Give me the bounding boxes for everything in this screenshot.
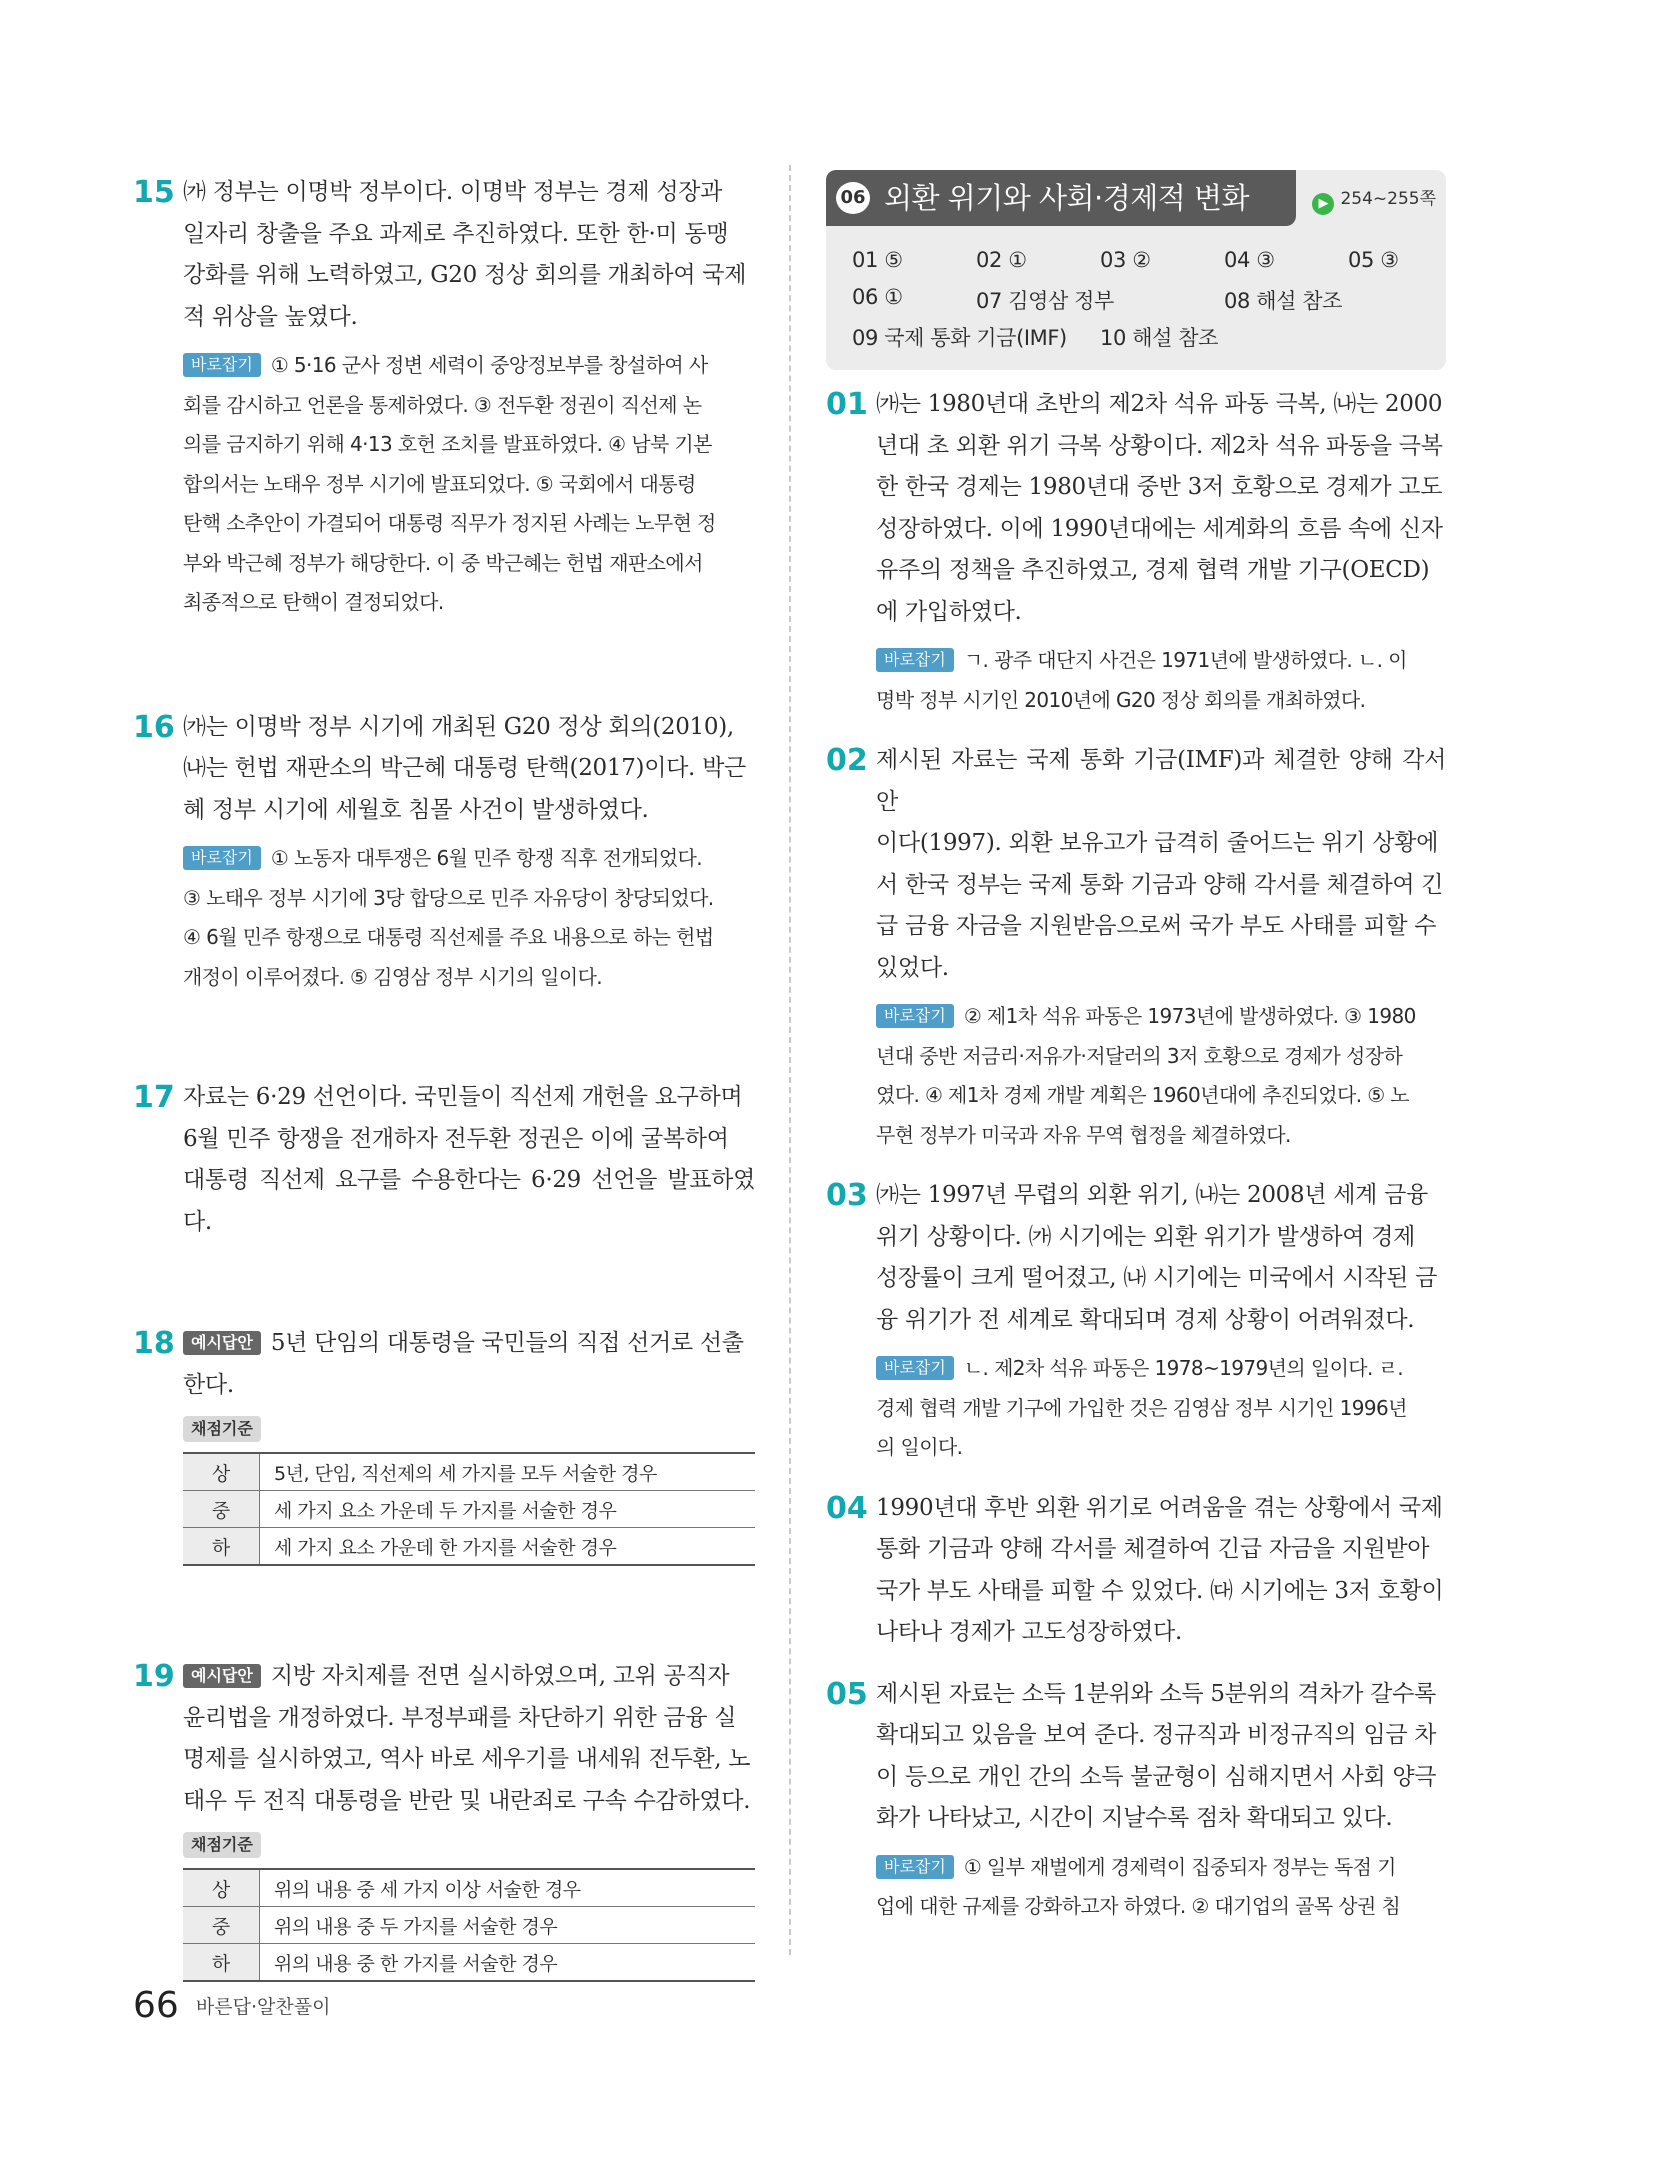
book-section-title: 바른답·알찬풀이 (195, 1996, 331, 2018)
correction-note: 바로잡기 ① 노동자 대투쟁은 6월 민주 항쟁 직후 전개되었다. ③ 노태우 정부 시기에 3당 합당으로 민주 자유당이 창당되었다. ④ 6월 민주 항쟁으로 대통령 직선제를 주요 내용으로 하는 헌법 개정이 이루어졌다. ⑤ 김영삼 정부 시기의 일이다. (183, 846, 714, 989)
question-16 (133, 707, 755, 998)
question-number: 02 (826, 743, 868, 778)
table-row (183, 1907, 755, 1944)
table-row (183, 1491, 755, 1528)
section-title: 외환 위기와 사회·경제적 변화 (884, 181, 1250, 215)
correction-badge: 바로잡기 (183, 353, 261, 377)
answer-item: 02 ① (976, 248, 1027, 272)
grading-criteria-table (183, 1452, 755, 1566)
question-number: 19 (133, 1659, 175, 1694)
question-number: 01 (826, 387, 868, 422)
correction-note: 바로잡기 ① 5·16 군사 정변 세력이 중앙정보부를 창설하여 사 회를 감시하고 언론을 통제하였다. ③ 전두환 정권이 직선제 논 의를 금지하기 위해 4·13 호헌 조치를 발표하였다. ④ 남북 기본 합의서는 노태우 정부 시기에 발표되었다. ⑤ 국회에서 대통령 탄핵 소추안이 가결되어 대통령 직무가 정지된 사례는 노무현 정 부와 박근혜 정부가 해당한다. 이 중 박근혜는 헌법 재판소에서 최종적으로 탄핵이 결정되었다. (183, 353, 716, 614)
grading-criteria-label: 채점기준 (183, 1832, 261, 1858)
criteria-level: 중 (183, 1491, 260, 1528)
correction-badge: 바로잡기 (183, 846, 261, 870)
page-footer (133, 1985, 330, 2026)
question-01 (826, 384, 1446, 720)
grading-criteria-label: 채점기준 (183, 1416, 261, 1442)
explanation-text: 제시된 자료는 소득 1분위와 소득 5분위의 격차가 갈수록 확대되고 있음을 보여 준다. 정규직과 비정규직의 임금 차 이 등으로 개인 간의 소득 불균형이 심해지면서 사회 양극 화가 나타났고, 시간이 지날수록 점차 확대되고 있다. (876, 1680, 1437, 1831)
grading-criteria-table (183, 1868, 755, 1982)
answer-item: 07 김영삼 정부 (976, 289, 1114, 313)
correction-badge: 바로잡기 (876, 1004, 954, 1028)
model-answer-text: 예시답안 지방 자치제를 전면 실시하였으며, 고위 공직자 윤리법을 개정하였다. 부정부패를 차단하기 위한 금융 실 명제를 실시하였고, 역사 바로 세우기를 내세워 전두환, 노 태우 두 전직 대통령을 반란 및 내란죄로 구속 수감하였다. (183, 1663, 751, 1814)
answer-item: 08 해설 참조 (1224, 289, 1343, 313)
criteria-text: 위의 내용 중 한 가지를 서술한 경우 (260, 1944, 756, 1982)
section-header (826, 170, 1296, 226)
answer-item: 01 ⑤ (852, 248, 903, 272)
answer-item: 03 ② (1100, 248, 1151, 272)
answer-item: 05 ③ (1348, 248, 1399, 272)
answer-item: 10 해설 참조 (1100, 326, 1219, 350)
correction-badge: 바로잡기 (876, 648, 954, 672)
explanation-text: 1990년대 후반 외환 위기로 어려움을 겪는 상황에서 국제 통화 기금과 양해 각서를 체결하여 긴급 자금을 지원받아 국가 부도 사태를 피할 수 있었다. ㈐ 시기에는 3저 호황이 나타나 경제가 고도성장하였다. (876, 1494, 1444, 1645)
left-column (133, 160, 755, 1982)
question-05 (826, 1674, 1446, 1927)
correction-note: 바로잡기 ② 제1차 석유 파동은 1973년에 발생하였다. ③ 1980 년대 중반 저금리·저유가·저달러의 3저 호황으로 경제가 성장하 였다. ④ 제1차 경제 개발 계획은 1960년대에 추진되었다. ⑤ 노 무현 정부가 미국과 자유 무역 협정을 체결하였다. (876, 1004, 1416, 1147)
question-number: 18 (133, 1326, 175, 1361)
explanation-text: 자료는 6·29 선언이다. 국민들이 직선제 개헌을 요구하며 6월 민주 항쟁을 전개하자 전두환 정권은 이에 굴복하여 대통령 직선제 요구를 수용한다는 6·29 선언을 발표하였다. (183, 1084, 755, 1235)
criteria-text: 5년, 단임, 직선제의 세 가지를 모두 서술한 경우 (274, 1462, 657, 1485)
question-number: 17 (133, 1080, 175, 1115)
question-18 (133, 1323, 755, 1566)
section-number: 06 (836, 182, 870, 214)
table-row (183, 1453, 755, 1491)
table-row (183, 1869, 755, 1907)
correction-note: 바로잡기 ① 일부 재벌에게 경제력이 집중되자 정부는 독점 기 업에 대한 규제를 강화하고자 하였다. ② 대기업의 골목 상권 침 (876, 1854, 1401, 1918)
criteria-text: 위의 내용 중 두 가지를 서술한 경우 (260, 1907, 756, 1944)
section-answer-box (826, 170, 1446, 370)
answer-item: 09 국제 통화 기금(IMF) (852, 326, 1067, 350)
criteria-level: 상 (183, 1869, 260, 1907)
right-column (826, 160, 1446, 1927)
column-divider (789, 165, 791, 1955)
question-number: 15 (133, 175, 175, 210)
correction-badge: 바로잡기 (876, 1855, 954, 1879)
criteria-text: 위의 내용 중 세 가지 이상 서술한 경우 (274, 1878, 581, 1901)
table-row (183, 1528, 755, 1566)
question-04 (826, 1488, 1446, 1654)
question-17 (133, 1077, 755, 1243)
criteria-level: 상 (183, 1453, 260, 1491)
model-answer-badge: 예시답안 (183, 1664, 261, 1688)
criteria-text: 세 가지 요소 가운데 두 가지를 서술한 경우 (260, 1491, 756, 1528)
model-answer-text: 예시답안 5년 단임의 대통령을 국민들의 직접 선거로 선출 한다. (183, 1330, 744, 1398)
arrow-right-icon: ▶ (1312, 193, 1334, 215)
question-number: 16 (133, 709, 175, 745)
explanation-text: 제시된 자료는 국제 통화 기금(IMF)과 체결한 양해 각서안 이다(1997). 외환 보유고가 급격히 줄어드는 위기 상황에 서 한국 정부는 국제 통화 기금과 양해 각서를 체결하여 긴 급 금융 자금을 지원받음으로써 국가 부도 사태를 피할 수 있었다. (876, 747, 1446, 981)
criteria-level: 중 (183, 1907, 260, 1944)
correction-note: 바로잡기 ㄴ. 제2차 석유 파동은 1978~1979년의 일이다. ㄹ. 경제 협력 개발 기구에 가입한 것은 김영삼 정부 시기인 1996년 의 일이다. (876, 1356, 1407, 1459)
question-number: 03 (826, 1178, 868, 1213)
explanation-text: ㈎는 1980년대 초반의 제2차 석유 파동 극복, ㈏는 2000 년대 초 외환 위기 극복 상황이다. 제2차 석유 파동을 극복 한 한국 경제는 1980년대 중반 3저 호황으로 경제가 고도 성장하였다. 이에 1990년대에는 세계화의 흐름 속에 신자 유주의 정책을 추진하였고, 경제 협력 개발 기구(OECD) 에 가입하였다. (876, 391, 1443, 625)
question-02 (826, 740, 1446, 1155)
explanation-text: ㈎는 이명박 정부 시기에 개최된 G20 정상 회의(2010), ㈏는 헌법 재판소의 박근혜 대통령 탄핵(2017)이다. 박근 혜 정부 시기에 세월호 침몰 사건이 발생하였다. (183, 713, 746, 823)
table-row (183, 1944, 755, 1982)
explanation-text: ㈎는 1997년 무렵의 외환 위기, ㈏는 2008년 세계 금융 위기 상황이다. ㈎ 시기에는 외환 위기가 발생하여 경제 성장률이 크게 떨어졌고, ㈏ 시기에는 미국에서 시작된 금 융 위기가 전 세계로 확대되며 경제 상황이 어려워졌다. (876, 1182, 1437, 1333)
answer-item: 04 ③ (1224, 248, 1275, 272)
question-15 (133, 172, 755, 623)
question-number: 04 (826, 1490, 868, 1526)
criteria-text: 세 가지 요소 가운데 한 가지를 서술한 경우 (260, 1528, 756, 1566)
question-19 (133, 1656, 755, 1982)
question-03 (826, 1175, 1446, 1468)
correction-badge: 바로잡기 (876, 1356, 954, 1380)
criteria-level: 하 (183, 1944, 260, 1982)
correction-note: 바로잡기 ㄱ. 광주 대단지 사건은 1971년에 발생하였다. ㄴ. 이 명박 정부 시기인 2010년에 G20 정상 회의를 개최하였다. (876, 648, 1407, 712)
answer-item: 06 ① (852, 285, 903, 309)
page-number: 66 (133, 1985, 179, 2026)
page-reference: ▶ 254~255쪽 (1312, 184, 1436, 215)
criteria-level: 하 (183, 1528, 260, 1566)
question-number: 05 (826, 1676, 868, 1712)
model-answer-badge: 예시답안 (183, 1331, 261, 1355)
explanation-text: ㈎ 정부는 이명박 정부이다. 이명박 정부는 경제 성장과 일자리 창출을 주요 과제로 추진하였다. 또한 한·미 동맹 강화를 위해 노력하였고, G20 정상 회의를 개최하여 국제 적 위상을 높였다. (183, 179, 747, 330)
